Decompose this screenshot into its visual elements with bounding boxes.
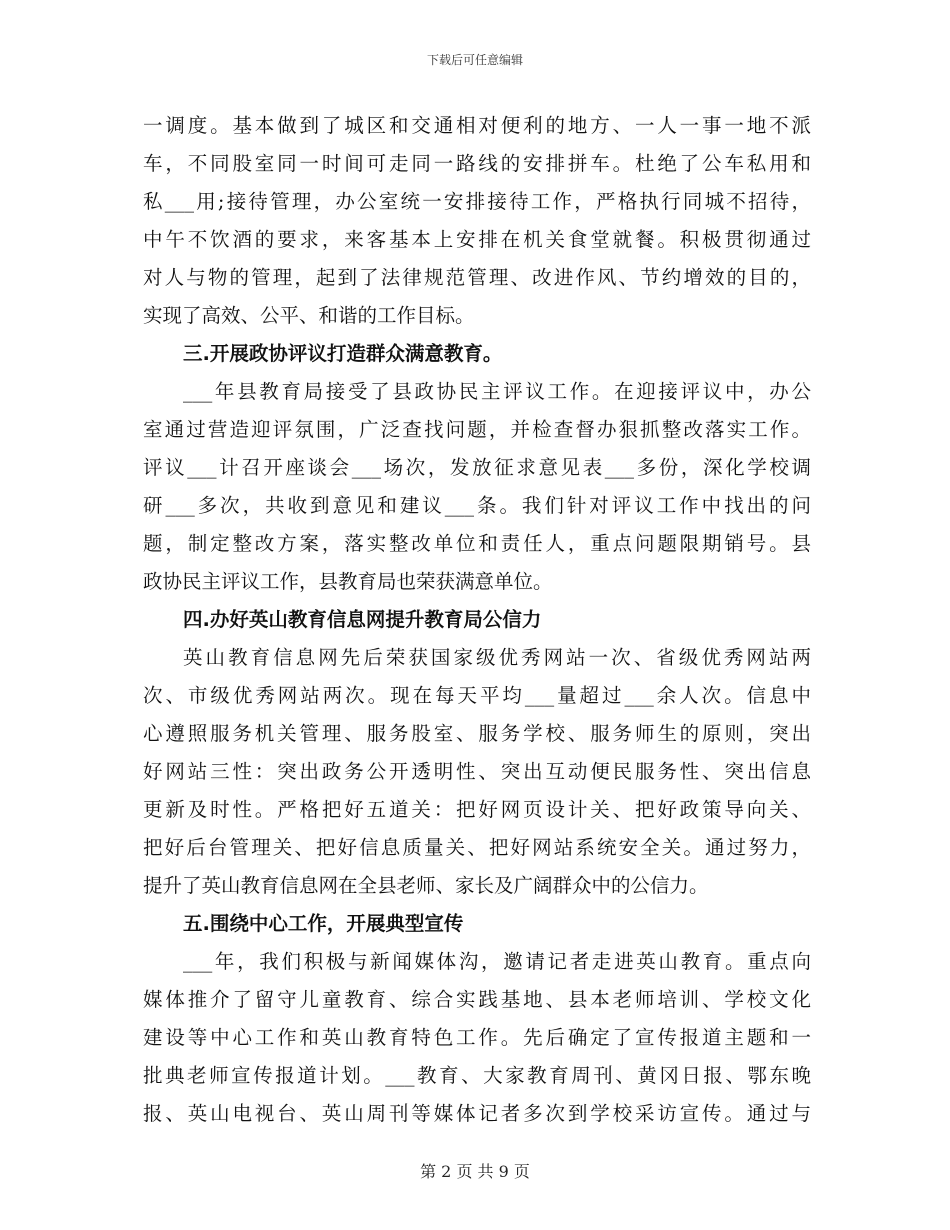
- text-line: 实现了高效、公平、和谐的工作目标。: [143, 304, 475, 327]
- text-line: 室通过营造迎评氛围，广泛查找问题，并检查督办狠抓整改落实工作。: [143, 418, 811, 441]
- text-line: 对人与物的管理，起到了法律规范管理、改进作风、节约增效的目的，: [143, 266, 811, 289]
- text-line: 中午不饮酒的要求，来客基本上安排在机关食堂就餐。积极贯彻通过: [143, 228, 811, 251]
- page-header: 下载后可任意编辑: [426, 53, 523, 67]
- text-line: 研___多次，共收到意见和建议___条。我们针对评议工作中找出的问: [143, 494, 811, 517]
- text-line: 次、市级优秀网站两次。现在每天平均___量超过___余人次。信息中: [143, 684, 811, 707]
- text-line: 建设等中心工作和英山教育特色工作。先后确定了宣传报道主题和一: [143, 1026, 811, 1049]
- text-line: 评议___计召开座谈会___场次，发放征求意见表___多份，深化学校调: [143, 456, 811, 479]
- text-line: 报、英山电视台、英山周刊等媒体记者多次到学校采访宣传。通过与: [143, 1102, 811, 1125]
- text-line: 私___用;接待管理，办公室统一安排接待工作，严格执行同城不招待，: [143, 190, 811, 213]
- text-line: 政协民主评议工作，县教育局也荣获满意单位。: [143, 570, 553, 593]
- text-line: 心遵照服务机关管理、服务股室、服务学校、服务师生的原则，突出: [143, 722, 811, 745]
- text-line: 英山教育信息网先后荣获国家级优秀网站一次、省级优秀网站两: [183, 646, 811, 669]
- text-line: 一调度。基本做到了城区和交通相对便利的地方、一人一事一地不派: [143, 114, 811, 137]
- text-line: 把好后台管理关、把好信息质量关、把好网站系统安全关。通过努力，: [143, 836, 811, 859]
- section-heading-3: 三.开展政协评议打造群众满意教育。: [183, 342, 503, 365]
- section-heading-5: 五.围绕中心工作，开展典型宣传: [183, 912, 464, 935]
- text-line: 媒体推介了留守儿童教育、综合实践基地、县本老师培训、学校文化: [143, 988, 811, 1011]
- text-line: 批典老师宣传报道计划。___教育、大家教育周刊、黄冈日报、鄂东晚: [143, 1064, 811, 1087]
- text-line: ___年，我们积极与新闻媒体沟，邀请记者走进英山教育。重点向: [183, 950, 811, 973]
- section-heading-4: 四.办好英山教育信息网提升教育局公信力: [183, 608, 542, 631]
- text-line: 提升了英山教育信息网在全县老师、家长及广阔群众中的公信力。: [143, 874, 709, 897]
- document-body: [143, 107, 811, 1133]
- page-number-footer: 第 2 页 共 9 页: [420, 1162, 530, 1181]
- text-line: ___年县教育局接受了县政协民主评议工作。在迎接评议中，办公: [183, 380, 811, 403]
- text-line: 好网站三性：突出政务公开透明性、突出互动便民服务性、突出信息: [143, 760, 811, 783]
- text-line: 题，制定整改方案，落实整改单位和责任人，重点问题限期销号。县: [143, 532, 811, 555]
- text-line: 车，不同股室同一时间可走同一路线的安排拼车。杜绝了公车私用和: [143, 152, 811, 175]
- text-line: 更新及时性。严格把好五道关：把好网页设计关、把好政策导向关、: [143, 798, 811, 821]
